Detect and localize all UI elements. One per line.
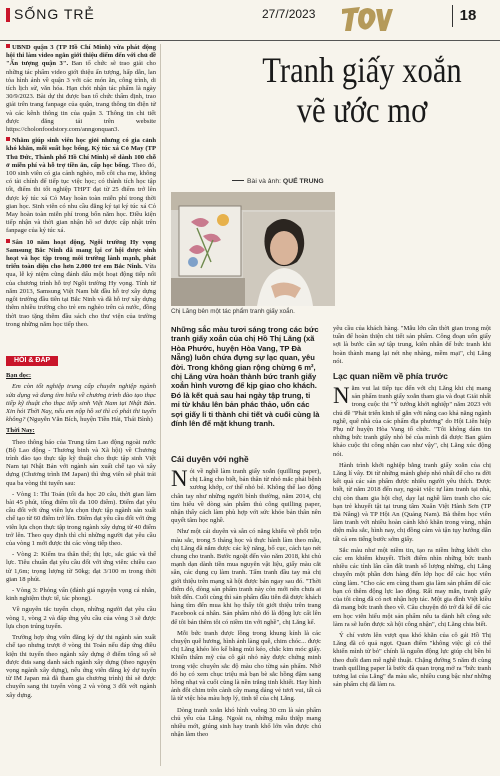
photo-caption: Chị Lăng bên một tác phẩm tranh giấy xoắn. bbox=[171, 308, 295, 315]
article-paragraph: Ý chí vươn lên vượt qua khó khăn của cô gái Hồ Thị Lăng đã có quả ngọt. Quan điểm "không việc gì có thể khiến mình từ bỏ" chính là nguồn động lực giúp chị bền bỉ theo đuổi đam mê nghề thuật. Chặng đường 5 năm đi cùng tranh quilling paper là bước đà quan trọng mở ra "bức tranh tương lai của Lăng" đa màu sắc, nhiều cung bậc như những sản phẩm chị đã làm ra. bbox=[333, 631, 491, 689]
article-paragraph: Mỗi bức tranh được lồng trong khung kính là các chuyện quê hương, hình ảnh làng quê, chim chóc... được chị Lăng khéo léo kể bằng mùi kéo, chắc kim móc giấy. Khiến thấm mỹ của cô gái nhỏ này được chứng minh trong việc chuyên sắc độ màu cho từng sản phẩm. Nhờ đó họ có xem chục triệu mà bạn bè sắc hồng đậm sang hồng nhạt và cuối cùng là nền trắng tinh khiết. Hay hình ảnh đôi chim trên cành cây mang dáng vẻ tươi vui, tất cả là từ việc hòa màu hợp lý, tinh tế của chị Lăng. bbox=[171, 629, 321, 703]
article-paragraph: Như một cái duyên và sẵn có năng khiếu vẽ phối trộn màu sắc, trong 5 tháng học và thực hành làm theo mẫu, chị Lăng đã nắm được các kỹ năng, bố cục, cách tạo nét chung cho tranh. Bước ngoặt đến vào năm 2018, khi chủ mạnh dạn dành tiền mua nguyên vật liệu, giấy màu cắt sẵn, các dụng cụ làm tranh. Tấm tranh đầu tay mà chị giới thiệu trên mạng xã hội được bán ngay sau đó. "Thời điểm đó, dòng sản phẩm tranh này còn mới nên chưa ai biết đến. Cuối cùng thì sản phẩm đầu tiên đã được khách hàng tìm đến mua khi họ thấy tôi giới thiệu trên trang Facebook cá nhân. Sản phẩm nhỏ đó là động lực cất lên để tôi bán thêm tôi có niềm tin với nghề", chị Lăng kể. bbox=[171, 528, 321, 626]
drop-cap: N bbox=[333, 383, 350, 409]
newspaper-logo-icon bbox=[338, 3, 394, 35]
brief-item: UBND quận 3 (TP Hồ Chí Minh) vừa phát động hội thi làm video ngắn giới thiệu điểm đến với chủ đề "Ấn tượng quận 3". Ban tổ chức sẽ trao giải cho những tác phẩm video giới thiệu ấn tượng, hấp dẫn, lan tỏa hình ảnh về quận 3 với các món ăn, công trình, di tích lịch sử, văn hóa. Hạn chót nhận tác phẩm là ngày 30/9/2023. Bài dự thi được ban tổ chức thẩm định, trao giải trên trang fanpage của quận, trang thông tin điện tử và các kênh thông tin của quận 3. Thông tin chi tiết được đăng tải trên website https://cholonfoodstory.com/anngonquan3. bbox=[6, 44, 156, 134]
brief-item: Nhằm giúp sinh viên học giỏi nhưng có gia cảnh khó khăn, mỗi suất học bổng, Ký túc xá Cỏ May (TP Thủ Đức, Thành phố Hồ Chí Minh) sẽ dành 100 chỗ ở miễn phí và hỗ trợ tiền ăn, cấp học bổng. Theo đó, 100 sinh viên có gia cảnh nghèo, mồ côi cha mẹ, không có tài chính để tiếp tục việc học; có thành tích học tập tốt, điểm thi tốt nghiệp THPT đạt từ 25 điểm trở lên được ký túc xá Cỏ May hoàn toàn miễn phí trong thời gian học. Sinh viên có nhu cầu đăng ký tại ký túc xá Cỏ May hoàn toàn miễn phí trong bốn năm học. Điều kiện tiếp nhận và thời gian nhận hồ sơ được cập nhật trên fanpage của ký túc xá. bbox=[6, 137, 156, 235]
article-paragraph: Nằm vui lai tiếp tục đến với chị Lăng khi chị mang sản phẩm tranh giấy xoắn tham gia và đoạt Giải nhất trong cuộc thi "Ý tưởng khởi nghiệp" năm 2023 với chủ đề "Phát triển kinh tế gắn với nâng cao khả năng ngành nghề, quê nhà của các phẩm địa phương" do Hội Liên hiệp Phụ nữ huyện Hòa Vang tổ chức. "Tôi không dám tin những bức tranh giấy nhỏ bé của mình đã được Ban giám khảo cuộc thi công nhận cao như vậy", chị Lăng xúc động nói. bbox=[333, 383, 491, 458]
bullet-square-icon bbox=[6, 239, 10, 243]
article-paragraph: Hành trình khởi nghiệp bằng tranh giấy xoắn của chị Lăng lí vây. Đi từ những mảnh ghép nhỏ nhất để cho ra đời kết quả các sản phẩm được nhiều người yêu thích. Được biết, từ năm 2018 đến nay, ngoài việc tự làm tranh tại nhà, chị còn tham gia hội chợ, dạy lại nghề làm tranh cho các bạn trẻ khuyết tật tại trung tâm Xuân Việt Hành Sơn (TP Đà Nẵng) và TP Hội An (Quảng Nam). Bà thêm học viên làm tranh với nhiều hoàn cảnh khó khăn trong vùng, nhận diện mẫu sắc, hình nay, chị đồng cảm và tận tụy hướng dẫn tất cả em tiếng bước sớm giấy. bbox=[333, 461, 491, 543]
article-column-middle bbox=[171, 449, 321, 743]
question-label: Bạn đọc: bbox=[6, 372, 32, 380]
answer-paragraph: Về nguyên tắc tuyển chọn, những người đạt yêu cầu vòng 1, vòng 2 và đáp ứng yêu cầu của vòng 3 sẽ được lựa chọn trúng tuyển. bbox=[6, 606, 156, 630]
article-paragraph: Sắc màu như một niềm tin, tạo ra niềm hứng khởi cho các em khiếm khuyết. Thời điểm nhìn những bức tranh nhiều các tính lân cần đất tranh số lượng những, chị Lăng chuyển một phần đơn hàng đến lớp học để các học viên cùng làm. "Cho các em cùng tham gia làm sản phẩm để các bạn có thêm động lực lao động. Rất may mắn, tranh giấy của tôi cũng đã có nơi nhận hợp tác. Một gia đình Việt kiều đã mang bức tranh theo về. Câu chuyện đó trở đã kể để các em học viên hiểu một sản phẩm nếu ta dành hết công sức làm ra sẽ luôn được xã hội công nhận", chị Lăng chia biết. bbox=[333, 546, 491, 628]
brief-item: Sân 10 năm hoạt động, Ngôi trường Hy vọng Samsung Bắc Ninh đã mang lại cơ hội được sinh hoạt và học tập trong môi trường lành mạnh, phát triển toàn diện cho hơn 2.000 trẻ em Bắc Ninh. Vừa qua, lễ kỷ niệm cũng đánh dấu một hoạt động tiếp nối của chương trình hỗ trợ Ngôi trường Hy vọng. Tính từ năm 2013, Samsung Việt Nam bắt đầu hỗ trợ xây dựng ngôi trường đầu tiên tại Bắc Ninh và đã hỗ trợ xây dựng thêm nhiều trường cho trẻ em nghèo trên cả nước, đồng thời trao tặng thêm đầu sách cho thư viện của trường trong những năm học tiếp theo. bbox=[6, 238, 157, 328]
answer-paragraph: - Vòng 3: Phỏng vấn (đánh giá nguyện vọng cá nhân, kinh nghiệm thực tế, tác phong). bbox=[6, 587, 156, 603]
answer-paragraph: - Vòng 1: Thi Toán (tối đa học 20 câu, thời gian làm bài 45 phút, tổng điểm tối đa 100 điểm). Điểm đạt yêu cầu đối với ứng viên lựa chọn thực tập ngành sản xuất chế tạo từ 60 điểm trở lên. Điểm đạt yêu cầu đối với ứng viên lựa chọn thực tập trong ngành xây dựng từ 40 điểm trở lên. Theo quy định thì chỉ những người đạt yêu cầu của vòng 1 mới được thi các vòng tiếp theo. bbox=[6, 490, 156, 548]
issue-date: 27/7/2023 bbox=[262, 7, 316, 21]
article-paragraph: Nói về nghề làm tranh giấy xoắn (quilling paper), chị Lăng cho biết, bản thân từ nhỏ mắc phải bệnh xương khớp, cơ thể nhỏ bé. Không thể lao động chân tay như những người bình thường, năm 2014, chị tìm hiểu về dòng sản phẩm thủ công quilling paper, nhận thấy cách làm phù hợp với sức khỏe bản thân nên quyết tâm học nghề. bbox=[171, 466, 321, 525]
qa-tag: HỎI & ĐÁP bbox=[6, 356, 58, 366]
answer-paragraph: Theo thông báo của Trung tâm Lao động ngoài nước (Bộ Lao động - Thương binh và Xã hội) về Chương trình đào tạo thực tập kỹ thuật cho thực tập sinh Việt Nam tại Nhật Bản với ngành sản xuất chế tạo và xây dựng (Chương trình IM Japan) thì ứng viên sẽ phải trải qua ba vòng thi tuyển sau: bbox=[6, 438, 156, 487]
article-paragraph: Dòng tranh xoắn khó hình vuông 30 cm là sản phẩm chủ yếu của Lăng. Ngoài ra, những mẫu thiệp mang nhiều mới, giúng sinh hay tranh khổ lớn vẫn được chú nhận làm theo bbox=[171, 706, 321, 739]
section-name: SỐNG TRẺ bbox=[14, 6, 95, 22]
byline: Bài và ảnh: QUẾ TRUNG bbox=[232, 178, 324, 185]
answer-paragraph: - Vòng 2: Kiểm tra thân thể; thị lực, sắc giác và thể lực. Tiêu chuẩn đạt yêu cầu đối với ứng viên: chiều cao từ 1,6m; trọng lượng từ 50kg; đạt 3/100 m trong thời gian 18 phút. bbox=[6, 551, 156, 583]
bullet-square-icon bbox=[6, 137, 10, 141]
column-divider bbox=[160, 44, 161, 766]
author-name: QUẾ TRUNG bbox=[282, 178, 324, 185]
article-lead: Những sắc màu tươi sáng trong các bức tranh giấy xoắn của chị Hồ Thị Lăng (xã Hòa Phước, huyện Hòa Vang, TP Đà Nẵng) luôn chứa đựng sự lạc quan, yêu đời. Trong không gian rộng chừng 6 m², chị Lăng vừa hoàn thành bức tranh giấy xoắn hình vương để kịp giao cho khách. Đó là kết quả sau hai ngày tập trung, tỉ mỉ từ khâu lên bản phác thảo, uốn các sợi giấy li ti thành chi tiết và cuối cùng là đính lên để mặt khung tranh. bbox=[171, 325, 320, 429]
article-title: Tranh giấy xoắn vẽ ước mơ bbox=[262, 50, 462, 130]
bullet-square-icon bbox=[6, 44, 10, 48]
qa-box bbox=[6, 356, 156, 703]
article-column-right bbox=[333, 325, 491, 692]
article-photo bbox=[171, 192, 335, 306]
answer-label: Thời Nay: bbox=[6, 427, 35, 435]
subheading: Cái duyên với nghề bbox=[171, 454, 249, 464]
page-number: 18 bbox=[452, 5, 483, 27]
answer-paragraph: Trường hợp ứng viên đăng ký dự thi ngành sản xuất chế tạo nhưng trượt ở vòng thi Toán nếu đáp ứng điều kiện thi tuyển theo ngành xây dựng ở điểm tổng số sẽ được đưa sang danh sách ngành xây dựng (theo nguyện vọng ngành xây dựng), nếu ứng viên đăng ký dự tuyển từ IM Japan mà đã tham gia chương trình) thì sẽ được chuyển sang thi tuyển vòng 2 và vòng 3 đối với ngành xây dựng. bbox=[6, 634, 156, 699]
section-marker bbox=[6, 8, 10, 22]
news-briefs bbox=[6, 44, 156, 332]
page-header bbox=[0, 0, 500, 41]
drop-cap: N bbox=[171, 466, 188, 491]
subheading: Lạc quan niềm về phía trước bbox=[333, 371, 448, 382]
qa-question: Em còn tốt nghiệp trung cấp chuyên nghiệp ngành sửa dụng và đang tìm hiểu về chương trình đào tạo thạc tiếp kỹ thuật cho thạc tiếp sinh Việt Nam tại Nhật Bản. Xin hỏi Thời Nay, nếu em nộp hồ sơ thì có phải thi tuyển không? (Nguyễn Văn Bích, huyện Tiền Hải, Thái Bình) bbox=[6, 383, 156, 424]
article-paragraph: yêu cầu của khách hàng. "Mẫu lớn cần thời gian trong một tuần để hoàn thiện chi tiết sản phẩm. Công đoạn uốn giấy sợi là bước cần sự tập trung, kiên nhẫn để bức tranh khi hoàn thành mang lại nét nhẹ nhàng, mềm mại", chị Lăng nói. bbox=[333, 325, 491, 365]
